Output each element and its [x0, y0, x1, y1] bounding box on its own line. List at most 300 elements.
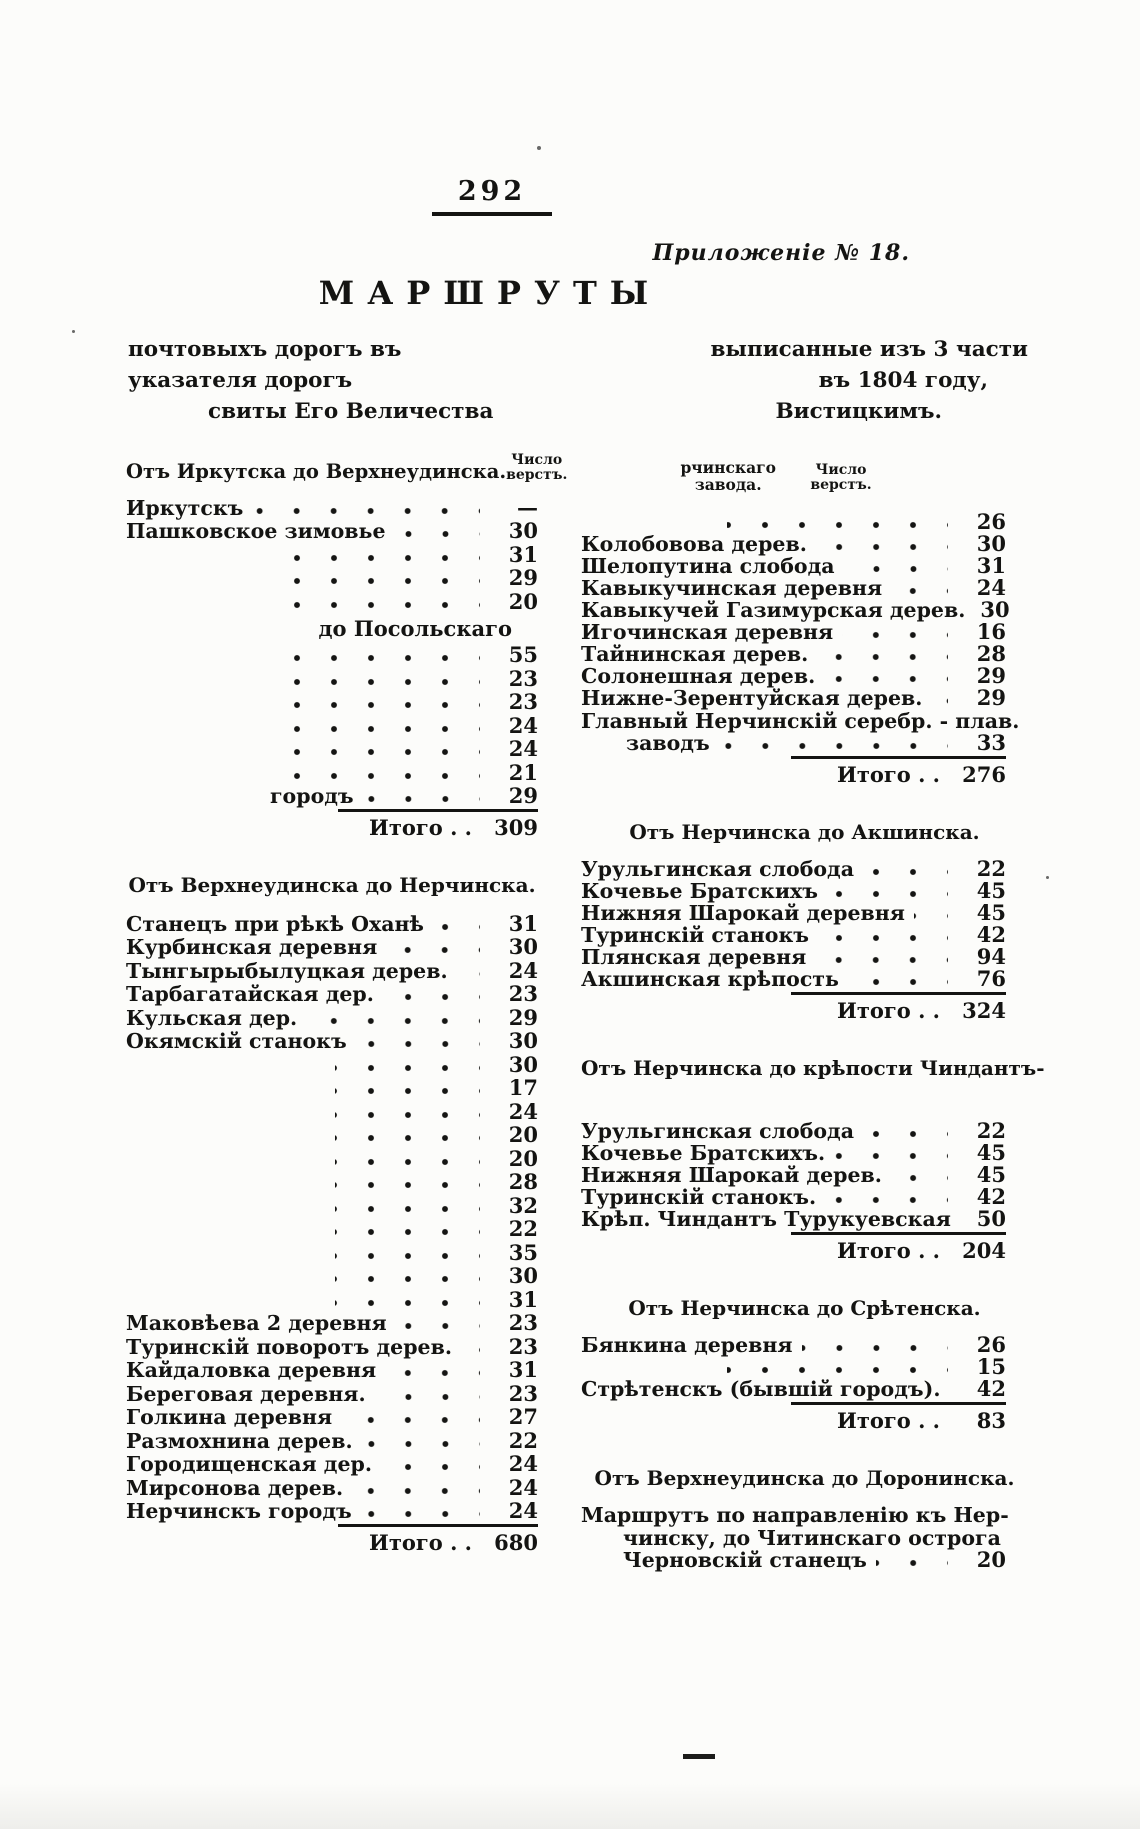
versts-value: 24 — [508, 1498, 538, 1523]
unit-line: верстъ. — [506, 467, 568, 483]
route-text-line: Маршрутъ по направленію къ Нер- — [581, 1503, 1009, 1527]
station-name: Кавыкучей Газимурская дерев. — [581, 598, 966, 622]
versts-value: 20 — [508, 1145, 538, 1171]
total-value: 276 — [962, 761, 1006, 787]
route-row — [581, 965, 1028, 991]
versts-value: 45 — [976, 899, 1006, 925]
section-total — [581, 756, 1028, 792]
versts-value: 29 — [508, 565, 538, 590]
route-columns — [0, 453, 1140, 1571]
versts-value: 30 — [508, 1263, 538, 1288]
versts-value: 23 — [508, 1310, 538, 1335]
dot-leader — [335, 1064, 480, 1072]
versts-value: 45 — [976, 1139, 1006, 1165]
station-name: Курбинская деревня — [126, 935, 378, 959]
table-column-header — [581, 459, 1028, 493]
versts-column-header — [810, 463, 872, 493]
total-label: Итого . . — [837, 1407, 940, 1433]
route-row — [126, 1029, 538, 1053]
scan-artifact-dash — [683, 1754, 715, 1759]
versts-value: 30 — [508, 518, 538, 543]
station-name: Нерчинскъ городъ — [126, 1499, 352, 1523]
versts-value: 94 — [976, 943, 1006, 969]
station-name: Кочевье Братскихъ — [581, 878, 818, 903]
route-row — [126, 1381, 538, 1405]
versts-value: 29 — [976, 663, 1006, 688]
versts-value: 28 — [976, 641, 1006, 666]
route-row — [126, 1193, 538, 1217]
intro-line: свиты Его Величества — [208, 399, 494, 424]
station-name: Крѣп. Чиндантъ Турукуевская — [581, 1206, 951, 1231]
route-row — [581, 877, 1028, 903]
station-name: Иркутскъ — [126, 495, 244, 520]
route-row — [126, 958, 538, 982]
dot-leader — [395, 530, 480, 538]
station-name: Нижняя Шарокай дерев. — [581, 1162, 882, 1187]
versts-value: 23 — [508, 689, 538, 714]
dot-leader — [341, 1416, 480, 1424]
total-value: 83 — [976, 1407, 1006, 1433]
station-name: Маковѣева 2 деревня — [126, 1311, 387, 1335]
total-value: 680 — [494, 1530, 538, 1555]
route-table-section — [126, 452, 568, 845]
dot-leader — [824, 675, 948, 683]
route-row — [581, 855, 1028, 881]
route-row — [581, 643, 1028, 665]
dot-leader — [280, 601, 480, 609]
unit-line: верстъ. — [810, 477, 872, 493]
route-row — [126, 1287, 538, 1311]
section-total-rule — [791, 1232, 1006, 1268]
route-title: Отъ Иркутска до Верхнеудинска. — [126, 460, 507, 483]
route-row — [126, 982, 538, 1006]
versts-value: — — [517, 494, 538, 520]
route-row — [581, 621, 1028, 643]
route-row — [581, 921, 1028, 947]
route-row — [581, 1183, 1028, 1209]
route-title-partial — [680, 459, 776, 493]
page-title: МАРШРУТЫ — [318, 274, 662, 312]
dot-leader — [827, 890, 948, 898]
table-column-header — [126, 452, 568, 483]
total-label: Итого . . — [837, 1237, 940, 1263]
dot-leader — [306, 1017, 480, 1025]
route-column-right — [581, 453, 1045, 1572]
versts-value: 24 — [508, 1451, 538, 1476]
route-table-section — [581, 1055, 1045, 1268]
dot-leader — [335, 1181, 480, 1189]
versts-value: 33 — [976, 729, 1006, 755]
route-row — [581, 533, 1028, 555]
section-heading: Отъ Верхнеудинска до Доронинска. — [594, 1465, 1015, 1490]
versts-value: 27 — [508, 1404, 538, 1429]
scan-speck — [72, 330, 75, 333]
station-name: Туринскій поворотъ дерев. — [126, 1334, 452, 1359]
route-row — [126, 1428, 538, 1452]
route-row — [581, 687, 1028, 709]
station-name: Размохнина дерев. — [126, 1428, 353, 1453]
versts-value: 29 — [976, 685, 1006, 710]
route-row — [126, 1405, 538, 1429]
dot-leader — [817, 653, 948, 661]
dot-leader — [461, 1346, 480, 1354]
versts-value: 35 — [508, 1239, 538, 1265]
dot-leader — [386, 946, 480, 954]
total-value: 324 — [962, 997, 1006, 1023]
station-name: Черновскій станецъ — [623, 1547, 867, 1572]
dot-leader — [280, 654, 480, 662]
intro-line: указателя дорогъ — [128, 368, 353, 393]
dot-leader — [363, 795, 480, 803]
versts-value: 30 — [976, 531, 1006, 556]
station-name: Туринскій станокъ. — [581, 1184, 817, 1209]
section-total — [126, 809, 538, 845]
route-row — [581, 1205, 1028, 1231]
versts-value: 31 — [976, 553, 1006, 578]
station-name: Бянкина деревня — [581, 1332, 793, 1357]
dot-leader — [335, 1299, 480, 1307]
route-row — [581, 555, 1028, 577]
section-total-rule — [791, 992, 1006, 1028]
page-number: 292 — [432, 176, 552, 216]
unit-line: Число — [815, 462, 867, 478]
versts-value: 50 — [976, 1205, 1006, 1231]
dot-leader — [335, 1228, 480, 1236]
section-total — [581, 992, 1028, 1028]
route-row — [581, 665, 1028, 687]
route-row — [581, 1353, 1028, 1379]
route-row — [581, 729, 1028, 755]
route-row — [126, 666, 538, 690]
scan-speck — [537, 146, 541, 150]
intro-line: почтовыхъ дорогъ въ — [128, 337, 402, 362]
station-name: Солонешная дерев. — [581, 664, 816, 688]
station-name: Игочинская деревня — [581, 620, 834, 644]
route-sublabel: до Посольскаго — [318, 615, 512, 641]
versts-value: 26 — [976, 1331, 1006, 1357]
dot-leader — [280, 701, 480, 709]
dot-leader — [352, 1487, 480, 1495]
dot-leader — [914, 912, 948, 920]
versts-column-header — [506, 453, 567, 483]
dot-leader — [816, 543, 948, 551]
station-name: заводъ — [626, 730, 710, 755]
station-name: Стрѣтенскъ (бывшій городъ). — [581, 1376, 941, 1401]
route-row — [126, 542, 538, 566]
route-column-left — [126, 452, 568, 1571]
station-name: Городищенская дер. — [126, 1452, 372, 1476]
total-value: 204 — [962, 1237, 1006, 1263]
route-row — [126, 737, 538, 761]
versts-value: 31 — [508, 910, 538, 936]
dot-leader — [844, 565, 948, 573]
dot-leader — [457, 970, 480, 978]
total-label: Итого . . — [837, 997, 940, 1023]
versts-value: 45 — [976, 877, 1006, 903]
station-name: Нижняя Шарокай деревня — [581, 900, 905, 925]
route-row — [126, 1264, 538, 1288]
total-value: 309 — [494, 815, 538, 840]
route-row — [126, 1217, 538, 1241]
station-name: Акшинская крѣпость — [581, 966, 839, 991]
station-name: Пашковское зимовье — [126, 519, 386, 543]
station-name: Кайдаловка деревня — [126, 1358, 377, 1382]
station-name: Мирсонова дерев. — [126, 1475, 344, 1500]
total-label: Итого . . — [369, 815, 472, 840]
route-row — [126, 495, 538, 519]
versts-value: 42 — [976, 921, 1006, 947]
section-heading: Отъ Нерчинска до крѣпости Чиндантъ- — [581, 1055, 1045, 1080]
station-name: Окямскій станокъ — [126, 1029, 347, 1053]
route-row — [126, 643, 538, 667]
dot-leader — [719, 742, 948, 750]
dot-leader — [280, 772, 480, 780]
dot-leader — [876, 1559, 948, 1567]
versts-value: 24 — [508, 1098, 538, 1124]
route-row — [126, 1334, 538, 1358]
versts-value: 31 — [508, 1286, 538, 1312]
route-row — [126, 760, 538, 784]
route-row — [126, 1499, 538, 1523]
versts-value: 30 — [508, 934, 538, 959]
dot-leader — [383, 993, 480, 1001]
dot-leader — [335, 1111, 480, 1119]
route-row — [581, 899, 1028, 925]
versts-value: 22 — [508, 1427, 538, 1453]
page-number-row — [0, 0, 1140, 216]
dot-leader — [433, 923, 480, 931]
versts-value: 26 — [976, 509, 1006, 534]
dot-leader — [848, 978, 948, 986]
total-label: Итого . . — [837, 761, 940, 787]
station-name: городъ — [270, 784, 354, 808]
station-name: Шелопутина слобода — [581, 554, 835, 578]
dot-leader — [825, 1196, 948, 1204]
station-name: Кочевье Братскихъ. — [581, 1140, 826, 1165]
section-heading: Отъ Нерчинска до Акшинска. — [629, 819, 980, 844]
dot-leader — [375, 1393, 480, 1401]
versts-value: 20 — [976, 1546, 1006, 1572]
versts-value: 30 — [980, 597, 1010, 622]
station-name: Кульская дер. — [126, 1005, 298, 1030]
route-table-section — [581, 1296, 1028, 1438]
route-table-section — [126, 873, 538, 1560]
row-spacer — [581, 1094, 1028, 1120]
intro-line: въ 1804 году, — [818, 368, 988, 393]
versts-value: 23 — [508, 981, 538, 1006]
dot-leader — [362, 1440, 480, 1448]
dot-leader — [252, 507, 480, 515]
intro-right-column — [568, 334, 1028, 427]
versts-value: 55 — [508, 642, 538, 667]
station-name: Урульгинская слобода — [581, 856, 854, 881]
dot-leader — [818, 934, 948, 942]
dot-leader — [931, 697, 948, 705]
route-row — [581, 1331, 1028, 1357]
versts-value: 22 — [508, 1216, 538, 1241]
station-name: Кавыкучинская деревня — [581, 576, 883, 600]
versts-value: 24 — [508, 736, 538, 761]
route-row — [581, 577, 1028, 599]
versts-value: 15 — [976, 1353, 1006, 1379]
route-row — [581, 1117, 1028, 1143]
dot-leader — [815, 956, 948, 964]
versts-value: 22 — [976, 855, 1006, 881]
section-heading: Отъ Нерчинска до Срѣтенска. — [628, 1295, 981, 1320]
route-row — [126, 1052, 538, 1076]
versts-value: 30 — [508, 1051, 538, 1077]
route-row — [126, 1146, 538, 1170]
versts-value: 45 — [976, 1161, 1006, 1187]
versts-value: 21 — [508, 759, 538, 785]
versts-value: 20 — [508, 1122, 538, 1147]
versts-value: 24 — [508, 957, 538, 983]
dot-leader — [842, 631, 948, 639]
route-row — [126, 1099, 538, 1123]
route-row — [126, 713, 538, 737]
station-name: Туринскій станокъ — [581, 922, 810, 947]
route-row — [126, 566, 538, 590]
route-row — [126, 690, 538, 714]
versts-value: 76 — [976, 965, 1006, 991]
route-row — [126, 784, 538, 808]
route-row — [126, 935, 538, 959]
dot-leader — [335, 1275, 480, 1283]
section-heading: Отъ Верхнеудинска до Нерчинска. — [128, 873, 536, 897]
section-total — [126, 1524, 538, 1560]
dot-leader — [335, 1087, 480, 1095]
dot-leader — [335, 1158, 480, 1166]
versts-value: 31 — [508, 1357, 538, 1382]
dot-leader — [280, 678, 480, 686]
dot-leader — [863, 1130, 948, 1138]
station-name: Голкина деревня — [126, 1405, 333, 1429]
route-row — [126, 1475, 538, 1499]
route-row — [581, 943, 1028, 969]
route-row — [126, 1005, 538, 1029]
versts-value: 24 — [508, 712, 538, 738]
dot-leader — [361, 1510, 480, 1518]
versts-value: 23 — [508, 665, 538, 691]
route-row — [126, 589, 538, 613]
station-name: Станецъ при рѣкѣ Оханѣ — [126, 911, 424, 936]
dot-leader — [802, 1344, 948, 1352]
station-name: Тынгырыбылуцкая дерев. — [126, 958, 448, 983]
route-row — [581, 1139, 1028, 1165]
title-line: рчинскаго — [680, 458, 776, 477]
route-row — [126, 1358, 538, 1382]
unit-line: Число — [511, 452, 563, 468]
versts-value: 29 — [508, 1004, 538, 1030]
dot-leader — [280, 554, 480, 562]
page-bottom-shade — [0, 1783, 1140, 1829]
route-row — [126, 1170, 538, 1194]
versts-value: 42 — [976, 1375, 1006, 1401]
station-name: Тайнинская дерев. — [581, 642, 809, 666]
route-row — [581, 1375, 1028, 1401]
dot-leader — [280, 748, 480, 756]
section-total-rule — [338, 809, 538, 845]
dot-leader — [335, 1134, 480, 1142]
versts-value: 24 — [976, 575, 1006, 600]
dot-leader — [396, 1322, 480, 1330]
versts-value: 23 — [508, 1380, 538, 1406]
versts-value: 32 — [508, 1192, 538, 1218]
route-table-section — [581, 459, 1028, 792]
station-name: Береговая деревня. — [126, 1381, 366, 1406]
route-row — [126, 1123, 538, 1147]
route-row — [126, 519, 538, 543]
station-name: Тарбагатайская дер. — [126, 982, 374, 1006]
intro-left-column — [128, 334, 568, 427]
intro-line: выписанные изъ 3 части — [710, 337, 1028, 362]
dot-leader — [834, 1152, 948, 1160]
dot-leader — [381, 1463, 480, 1471]
dot-leader — [863, 868, 948, 876]
dot-leader — [891, 587, 948, 595]
dot-leader — [385, 1369, 480, 1377]
scan-speck — [1046, 876, 1049, 879]
route-row — [126, 1240, 538, 1264]
versts-value: 42 — [976, 1183, 1006, 1209]
dot-leader — [727, 521, 948, 529]
route-row — [581, 511, 1028, 533]
dot-leader — [280, 725, 480, 733]
title-line: завода. — [694, 475, 762, 494]
total-label: Итого . . — [369, 1530, 472, 1555]
dot-leader — [891, 1174, 948, 1182]
dot-leader — [280, 577, 480, 585]
dot-leader — [727, 1366, 948, 1374]
route-text-line: Главный Нерчинскій серебр. - плав. — [581, 708, 1020, 733]
route-text-line: чинску, до Читинскаго острога — [623, 1525, 1001, 1550]
dot-leader — [335, 1205, 480, 1213]
appendix-annotation: Приложеніе № 18. — [652, 240, 910, 266]
route-row — [126, 1311, 538, 1335]
versts-value: 20 — [508, 588, 538, 614]
dot-leader — [356, 1040, 480, 1048]
versts-value: 23 — [508, 1333, 538, 1359]
route-row — [581, 1546, 1028, 1572]
route-row — [126, 1076, 538, 1100]
versts-value: 24 — [508, 1474, 538, 1500]
versts-value: 30 — [508, 1028, 538, 1053]
route-row — [581, 599, 1028, 621]
station-name: Урульгинская слобода — [581, 1118, 854, 1143]
versts-value: 16 — [976, 619, 1006, 644]
route-row — [126, 1452, 538, 1476]
versts-value: 29 — [508, 783, 538, 808]
intro-line: Вистицкимъ. — [775, 399, 942, 424]
versts-value: 28 — [508, 1169, 538, 1194]
section-total — [581, 1232, 1028, 1268]
section-total-rule — [791, 756, 1006, 792]
station-name: Колобовова дерев. — [581, 532, 807, 556]
station-name: Плянская деревня — [581, 944, 807, 969]
section-total-rule — [791, 1402, 1006, 1438]
versts-value: 17 — [508, 1075, 538, 1100]
versts-value: 31 — [508, 541, 538, 567]
route-row — [581, 1161, 1028, 1187]
section-total-rule — [338, 1524, 538, 1560]
route-row — [126, 911, 538, 935]
section-total — [581, 1402, 1028, 1438]
route-table-section — [581, 1466, 1028, 1571]
station-name: Нижне-Зерентуйская дерев. — [581, 686, 923, 710]
intro-block — [0, 334, 1140, 427]
versts-value: 22 — [976, 1117, 1006, 1143]
route-table-section — [581, 820, 1028, 1028]
